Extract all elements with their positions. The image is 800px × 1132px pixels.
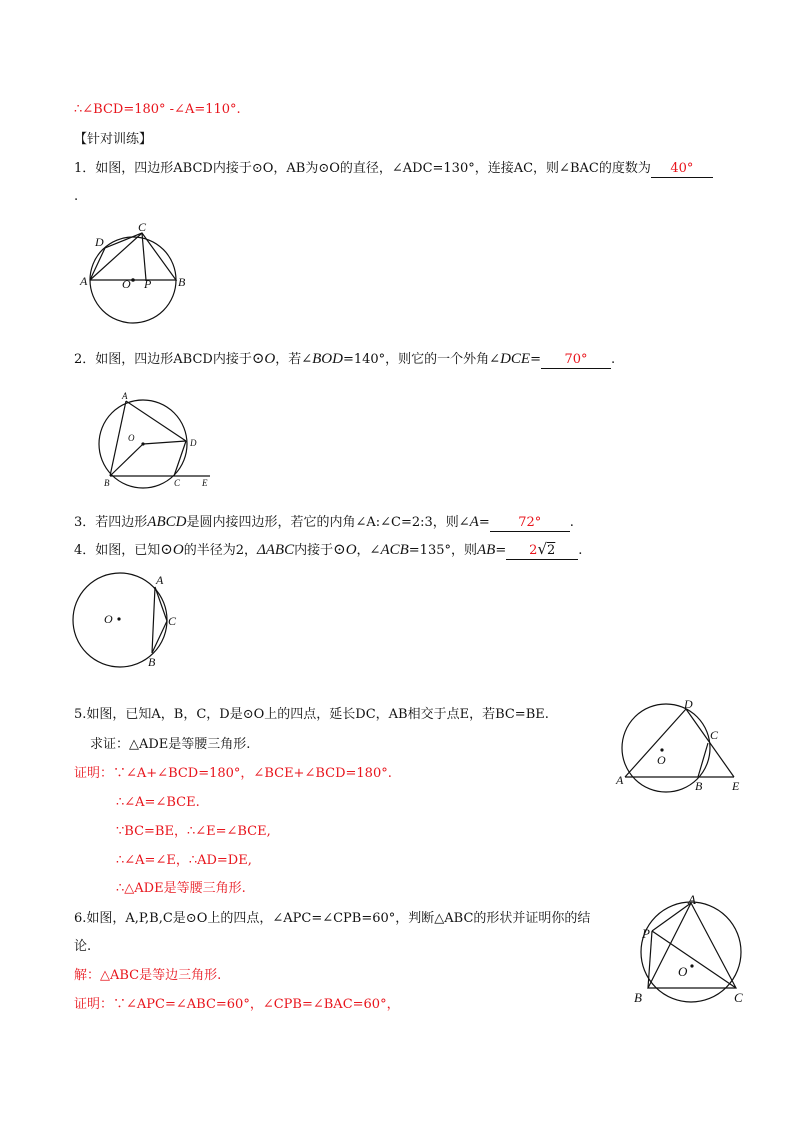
q2-label-o: O <box>128 433 135 443</box>
q1-label-d: D <box>95 235 104 249</box>
q4-center-dot <box>117 617 120 620</box>
q4-triangle: ΔABC <box>256 542 295 558</box>
q2-angle-bod: BOD <box>312 351 343 367</box>
q2-chord-ad <box>126 401 186 441</box>
q6-solution: 解：△ABC是等边三角形. <box>74 968 222 983</box>
q5-label-a: A <box>616 773 624 787</box>
q2-text <box>74 350 615 369</box>
q5-proof-line-3: ∵BC=BE，∴∠E=∠BCE, <box>116 824 271 839</box>
q1-label-p: P <box>144 277 152 291</box>
q5-chord-ad <box>625 709 686 777</box>
q2-radius-ob <box>110 444 143 476</box>
q1-question: 1．如图，四边形ABCD内接于⊙O，AB为⊙O的直径，∠ADC=130°，连接AC，则∠BAC的度数为 <box>74 161 651 176</box>
q6-label-c: C <box>734 990 743 1005</box>
q6-center-dot <box>690 964 693 967</box>
q2-label-b: B <box>104 478 110 488</box>
q3-question-b: 是圆内接四边形，若它的内角∠A:∠C=2:3，则∠ <box>186 515 470 530</box>
q2-end: . <box>610 352 616 367</box>
q3-end: . <box>569 515 574 530</box>
q4-radical-icon: √ <box>537 540 548 558</box>
q5-label-d: D <box>684 697 693 711</box>
intro-conclusion: ∴∠BCD=180° -∠A=110°. <box>74 102 241 117</box>
q2-label-a: A <box>122 391 128 401</box>
q1-answer: 40° <box>670 161 694 176</box>
q1-figure <box>80 218 190 328</box>
q2-label-c: C <box>174 478 181 488</box>
q2-question-a: 2．如图，四边形ABCD内接于 <box>74 352 252 367</box>
q4-label-c: C <box>168 614 177 628</box>
q5-proof-line-2: ∴∠A=∠BCE. <box>116 795 200 810</box>
q1-center-dot <box>131 278 135 282</box>
q5-line2: 求证：△ADE是等腰三角形. <box>90 737 251 752</box>
q4-circle-o: ⊙O <box>160 542 184 558</box>
q5-line1: 5.如图，已知A，B，C，D是⊙O上的四点，延长DC，AB相交于点E，若BC=BE. <box>74 707 549 722</box>
q4-label-o: O <box>104 612 113 626</box>
q6-proof: 证明：∵∠APC=∠ABC=60°，∠CPB=∠BAC=60°， <box>74 997 400 1012</box>
q6-line1: 6.如图，A,P,B,C是⊙O上的四点，∠APC=∠CPB=60°，判断△ABC的形状并证明你的结 <box>74 911 591 926</box>
q3-answer: 72° <box>518 515 542 530</box>
q5-line-de <box>686 709 734 777</box>
q6-figure <box>630 892 750 1006</box>
q5-proof-line-1: 证明：∵∠A+∠BCD=180°，∠BCE+∠BCD=180°. <box>74 766 392 781</box>
q2-label-e: E <box>202 478 208 488</box>
q5-label-c: C <box>710 728 719 742</box>
q4-figure <box>70 570 180 680</box>
q5-proof-line-4: ∴∠A=∠E，∴AD=DE, <box>116 853 252 868</box>
q5-label-e: E <box>732 779 740 793</box>
q2-question-c: =140°，则它的一个外角∠ <box>342 352 501 367</box>
q4-question-d: ，∠ <box>356 543 381 558</box>
q2-angle-dce: DCE <box>500 351 531 367</box>
q3-text <box>74 513 574 532</box>
q5-figure <box>612 698 752 798</box>
q4-question-f: = <box>495 543 507 558</box>
q2-radius-od <box>143 441 186 444</box>
section-title: 【针对训练】 <box>74 132 153 147</box>
q5-center-dot <box>660 748 663 751</box>
q3-angle-a: A <box>469 514 479 530</box>
q3-question-c: = <box>478 515 490 530</box>
q3-abcd: ABCD <box>147 514 187 530</box>
q1-label-o: O <box>122 277 131 291</box>
q4-question-a: 4．如图，已知 <box>74 543 161 558</box>
q4-triangle-shape <box>152 587 167 653</box>
q2-answer: 70° <box>564 352 588 367</box>
q2-label-d: D <box>190 438 197 448</box>
q4-label-b: B <box>148 655 156 669</box>
q2-question-d: = <box>530 352 541 367</box>
q1-end: . <box>74 189 79 204</box>
q1-label-a: A <box>80 274 88 288</box>
q6-chord-pa <box>652 903 691 931</box>
q5-label-b: B <box>695 779 703 793</box>
q3-answer-blank <box>490 515 570 532</box>
q4-end: . <box>578 543 583 558</box>
q1-label-c: C <box>138 220 147 234</box>
q2-answer-blank <box>541 352 611 369</box>
q4-question-b: 的半径为2， <box>183 543 257 558</box>
q6-label-b: B <box>634 990 642 1005</box>
q2-question-b: ，若∠ <box>275 352 313 367</box>
q4-ab: AB <box>477 542 496 558</box>
q6-label-a: A <box>688 892 696 907</box>
q4-answer-blank <box>506 541 578 560</box>
q2-circle-o: ⊙O <box>251 351 276 367</box>
q4-text <box>74 541 582 560</box>
q4-question-c: 内接于 <box>294 543 334 558</box>
q6-chord-pc <box>652 931 736 988</box>
q4-answer-rad: 2 <box>547 543 556 558</box>
q4-circle-o-2: ⊙O <box>333 542 357 558</box>
q1-answer-blank <box>651 161 713 178</box>
q1-label-b: B <box>178 275 186 289</box>
q5-label-o: O <box>657 753 666 767</box>
q4-answer-coef: 2 <box>529 543 538 558</box>
q2-center-dot <box>141 442 144 445</box>
q3-question-a: 3．若四边形 <box>74 515 148 530</box>
q4-angle-acb: ACB <box>380 542 409 558</box>
q6-circle <box>641 902 741 1002</box>
q5-proof-line-5: ∴△ADE是等腰三角形. <box>116 881 246 896</box>
q1-text <box>74 160 713 178</box>
q6-line2: 论. <box>74 939 92 954</box>
q6-label-o: O <box>678 964 688 979</box>
q4-label-a: A <box>156 573 164 587</box>
q4-question-e: =135°，则 <box>408 543 477 558</box>
q1-line-cp <box>142 233 146 280</box>
q2-figure <box>98 388 218 488</box>
q6-triangle-abc <box>648 903 736 988</box>
q6-label-p: P <box>642 926 650 941</box>
